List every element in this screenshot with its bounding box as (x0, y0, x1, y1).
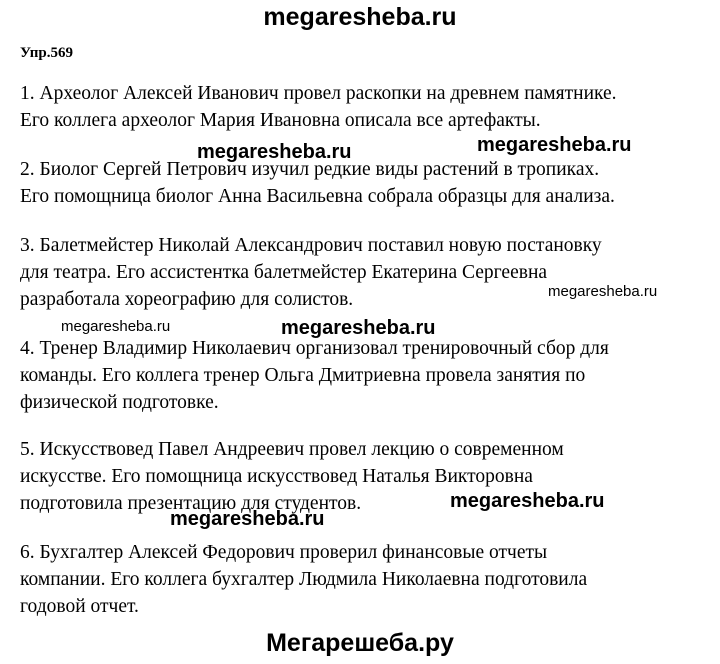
exercise-title: Упр.569 (20, 45, 74, 61)
site-header-logo: megaresheba.ru (263, 3, 457, 31)
paragraph-line: команды. Его коллега тренер Ольга Дмитриевна провела занятия по (20, 365, 586, 386)
paragraph-line: 3. Балетмейстер Николай Александрович поставил новую постановку (20, 235, 602, 256)
paragraph-line: физической подготовке. (20, 392, 219, 413)
watermark: megaresheba.ru (170, 508, 325, 530)
paragraph-line: компании. Его коллега бухгалтер Людмила Николаевна подготовила (20, 569, 588, 590)
paragraph-6 (20, 539, 710, 620)
paragraph-line: подготовила презентацию для студентов. (20, 493, 362, 514)
watermark: megaresheba.ru (197, 141, 352, 163)
paragraph-4 (20, 335, 710, 416)
paragraph-line: Его помощница биолог Анна Васильевна собрала образцы для анализа. (20, 186, 615, 207)
paragraph-line: годовой отчет. (20, 596, 139, 617)
paragraph-line: разработала хореографию для солистов. (20, 289, 354, 310)
paragraph-5 (20, 436, 710, 517)
paragraph-line: 4. Тренер Владимир Николаевич организовал тренировочный сбор для (20, 338, 609, 359)
watermark: megaresheba.ru (61, 318, 171, 335)
paragraph-1 (20, 80, 710, 134)
paragraph-line: Его коллега археолог Мария Ивановна описала все артефакты. (20, 110, 541, 131)
site-footer-logo: Мегарешеба.ру (266, 629, 454, 657)
watermark: megaresheba.ru (477, 134, 632, 156)
watermark: megaresheba.ru (548, 283, 658, 300)
watermark: megaresheba.ru (281, 317, 436, 339)
paragraph-2 (20, 156, 710, 210)
paragraph-line: для театра. Его ассистентка балетмейстер Екатерина Сергеевна (20, 262, 548, 283)
paragraph-line: 1. Археолог Алексей Иванович провел раскопки на древнем памятнике. (20, 83, 617, 104)
paragraph-line: искусстве. Его помощница искусствовед Наталья Викторовна (20, 466, 533, 487)
paragraph-line: 6. Бухгалтер Алексей Федорович проверил финансовые отчеты (20, 542, 548, 563)
watermark: megaresheba.ru (450, 490, 605, 512)
paragraph-line: 2. Биолог Сергей Петрович изучил редкие виды растений в тропиках. (20, 159, 600, 180)
paragraph-line: 5. Искусствовед Павел Андреевич провел лекцию о современном (20, 439, 564, 460)
